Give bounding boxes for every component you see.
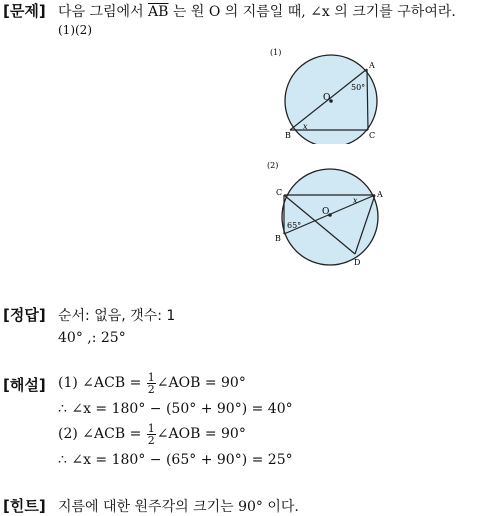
fig2-angle: 65° — [287, 221, 302, 230]
solution-line-2: ∴ ∠x = 180° − (50° + 90°) = 40° — [58, 401, 293, 417]
fig2-b: B — [275, 234, 281, 243]
fig1-a: A — [369, 61, 375, 70]
answer-tag: [정답] — [3, 306, 46, 324]
fig1-o: O — [323, 93, 331, 103]
fig1-label: (1) — [270, 48, 282, 57]
problem-tag: [문제] — [3, 2, 46, 20]
segment-ab: $\overline{AB}$ — [148, 4, 169, 20]
solution-l1-pre: (1) ∠ACB = — [58, 375, 146, 391]
solution-l3-post: ∠AOB = 90° — [156, 426, 246, 442]
solution-line-1 — [58, 370, 246, 396]
problem-statement — [58, 1, 456, 21]
answer-line-1: 순서: 없음, 갯수: 1 — [58, 308, 176, 324]
solution-l3-pre: (2) ∠ACB = — [58, 426, 146, 442]
fraction-denominator: 2 — [147, 433, 155, 447]
solution-l1-fraction — [147, 372, 156, 395]
fraction-numerator: 1 — [147, 370, 155, 384]
fig1-c: C — [369, 131, 376, 140]
solution-l3-fraction — [147, 423, 156, 446]
fig2-a: A — [377, 190, 383, 199]
fig2-d: D — [354, 258, 361, 267]
fig2-x: x — [353, 196, 358, 205]
solution-line-4: ∴ ∠x = 180° − (65° + 90°) = 25° — [58, 452, 293, 468]
solution-line-3 — [58, 421, 246, 447]
problem-text-after: 는 원 O 의 지름일 때, ∠x 의 크기를 구하여라. — [168, 4, 456, 20]
fig2-circle — [282, 169, 378, 265]
problem-text-before: 다음 그림에서 — [58, 4, 149, 20]
solution-l1-post: ∠AOB = 90° — [156, 375, 246, 391]
fig1-x: x — [303, 122, 308, 131]
fraction-denominator: 2 — [147, 382, 155, 396]
fig2-o: O — [322, 207, 330, 217]
solution-tag: [해설] — [3, 376, 46, 394]
hint-text: 지름에 대한 원주각의 크기는 90° 이다. — [58, 499, 299, 515]
figure-2 — [262, 157, 392, 272]
fig1-angle: 50° — [351, 83, 366, 92]
fig2-c: C — [276, 188, 283, 197]
answer-line-2: 40° ,: 25° — [58, 330, 126, 346]
hint-tag: [힌트] — [3, 497, 46, 515]
fig2-label: (2) — [267, 161, 279, 170]
fraction-numerator: 1 — [147, 421, 155, 435]
figure-1 — [265, 44, 390, 144]
fig1-b: B — [285, 131, 291, 140]
problem-subparts: (1)(2) — [58, 23, 92, 37]
